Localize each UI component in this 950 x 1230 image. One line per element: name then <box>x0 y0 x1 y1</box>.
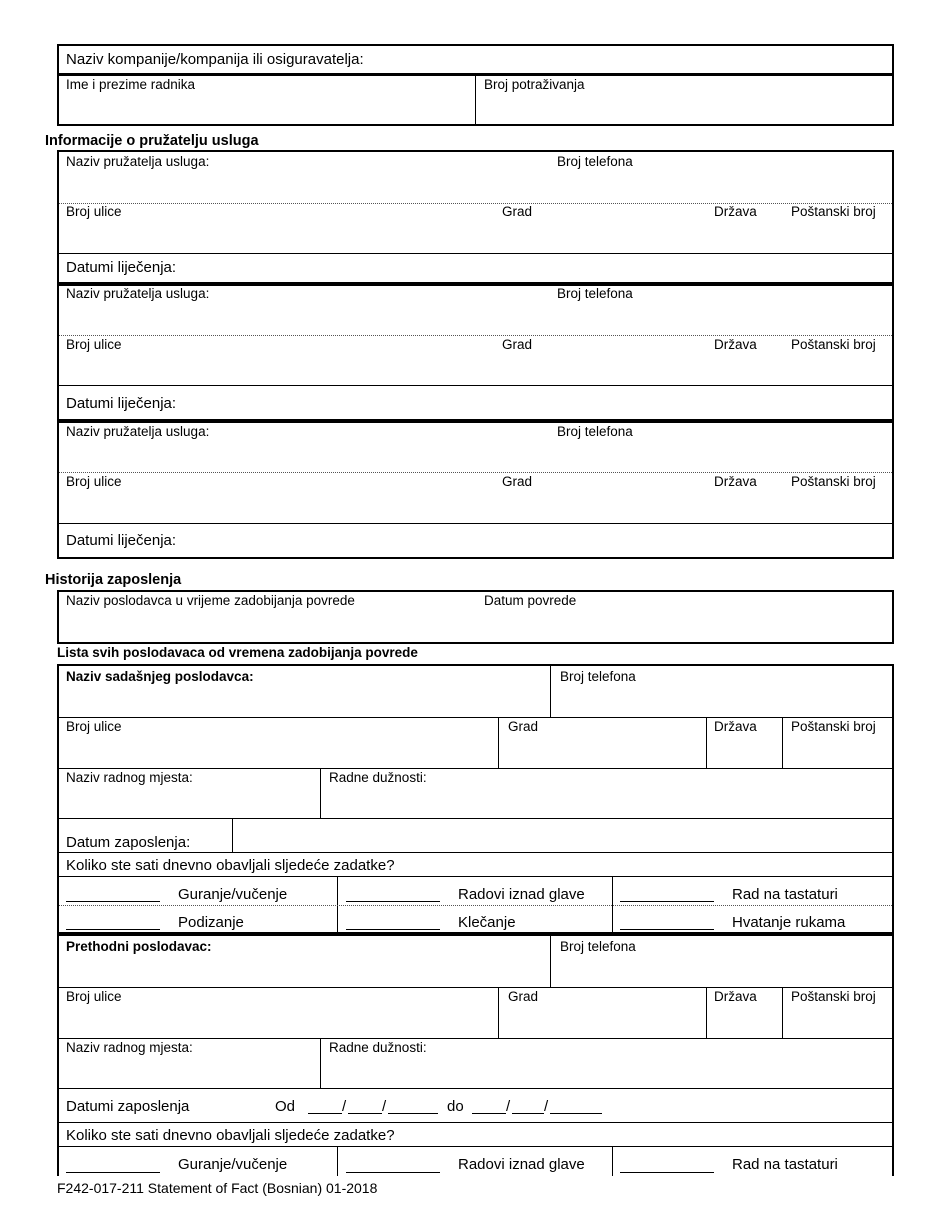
hours-blank[interactable] <box>620 1159 714 1173</box>
provider-divider <box>59 253 892 254</box>
provider-city-field[interactable]: Grad <box>502 204 533 219</box>
provider-state-field[interactable]: Država <box>714 204 757 219</box>
from-label: Od <box>275 1098 296 1115</box>
row-divider <box>59 818 892 819</box>
hours-blank[interactable] <box>346 888 440 902</box>
provider-state-field[interactable]: Država <box>714 337 757 352</box>
column-divider <box>320 768 321 819</box>
provider-name-field[interactable]: Naziv pružatelja usluga: <box>66 286 210 301</box>
provider-separator <box>57 419 894 423</box>
from-month-blank[interactable] <box>308 1100 342 1114</box>
from-day-blank[interactable] <box>348 1100 382 1114</box>
employers-list-title: Lista svih poslodavaca od vremena zadobijanja povrede <box>57 645 418 660</box>
task-label: Guranje/vučenje <box>178 886 288 903</box>
column-divider <box>232 818 233 853</box>
from-year-blank[interactable] <box>388 1100 438 1114</box>
claim-number-field[interactable]: Broj potraživanja <box>484 77 585 92</box>
provider-zip-field[interactable]: Poštanski broj <box>791 474 876 489</box>
current-phone-field[interactable]: Broj telefona <box>560 669 636 684</box>
column-divider <box>550 666 551 718</box>
column-divider <box>782 987 783 1038</box>
task-label: Podizanje <box>178 914 244 931</box>
previous-employment-dates-label: Datumi zaposlenja <box>66 1098 190 1115</box>
provider-street-field[interactable]: Broj ulice <box>66 337 122 352</box>
row-divider <box>59 987 892 988</box>
row-divider <box>59 1146 892 1147</box>
provider-divider <box>59 385 892 386</box>
treatment-dates-field[interactable]: Datumi liječenja: <box>66 532 177 549</box>
task-label: Radovi iznad glave <box>458 886 585 903</box>
provider-street-field[interactable]: Broj ulice <box>66 204 122 219</box>
task-label: Klečanje <box>458 914 516 931</box>
current-zip-field[interactable]: Poštanski broj <box>791 719 876 734</box>
previous-zip-field[interactable]: Poštanski broj <box>791 989 876 1004</box>
provider-name-field[interactable]: Naziv pružatelja usluga: <box>66 154 210 169</box>
employer-separator <box>57 932 894 936</box>
provider-zip-field[interactable]: Poštanski broj <box>791 204 876 219</box>
injury-date-field[interactable]: Datum povrede <box>484 593 577 608</box>
previous-employer-field[interactable]: Prethodni poslodavac: <box>66 939 212 954</box>
to-label: do <box>447 1098 464 1115</box>
treatment-dates-field[interactable]: Datumi liječenja: <box>66 395 177 412</box>
provider-divider <box>59 523 892 524</box>
providers-box <box>57 150 894 559</box>
task-label: Hvatanje rukama <box>732 914 846 931</box>
injury-employer-field[interactable]: Naziv poslodavca u vrijeme zadobijanja povrede <box>66 593 355 608</box>
provider-zip-field[interactable]: Poštanski broj <box>791 337 876 352</box>
provider-divider <box>59 472 892 473</box>
row-divider <box>59 852 892 853</box>
hours-blank[interactable] <box>620 888 714 902</box>
previous-hours-question: Koliko ste sati dnevno obavljali sljedeće zadatke? <box>66 1127 395 1144</box>
column-divider <box>320 1038 321 1089</box>
current-duties-field[interactable]: Radne dužnosti: <box>329 770 427 785</box>
previous-state-field[interactable]: Država <box>714 989 757 1004</box>
column-divider <box>782 717 783 768</box>
to-year-blank[interactable] <box>550 1100 602 1114</box>
hours-blank[interactable] <box>66 888 160 902</box>
column-divider <box>706 717 707 768</box>
task-label: Rad na tastaturi <box>732 886 838 903</box>
hours-blank[interactable] <box>620 916 714 930</box>
employment-section-title: Historija zaposlenja <box>45 572 182 588</box>
provider-phone-field[interactable]: Broj telefona <box>557 154 633 169</box>
current-employer-field[interactable]: Naziv sadašnjeg poslodavca: <box>66 669 254 684</box>
company-label: Naziv kompanije/kompanija ili osiguravatelja: <box>66 51 364 68</box>
previous-phone-field[interactable]: Broj telefona <box>560 939 636 954</box>
task-label: Rad na tastaturi <box>732 1156 838 1173</box>
provider-city-field[interactable]: Grad <box>502 474 533 489</box>
column-divider <box>337 1146 338 1176</box>
column-divider <box>498 987 499 1038</box>
treatment-dates-field[interactable]: Datumi liječenja: <box>66 259 177 276</box>
date-slash: / <box>342 1098 347 1115</box>
row-divider <box>59 905 892 906</box>
providers-section-title: Informacije o pružatelju usluga <box>45 133 259 149</box>
provider-state-field[interactable]: Država <box>714 474 757 489</box>
row-divider <box>59 1038 892 1039</box>
header-vertical-divider <box>475 75 476 126</box>
provider-phone-field[interactable]: Broj telefona <box>557 286 633 301</box>
previous-street-field[interactable]: Broj ulice <box>66 989 122 1004</box>
column-divider <box>706 987 707 1038</box>
provider-phone-field[interactable]: Broj telefona <box>557 424 633 439</box>
row-divider <box>59 768 892 769</box>
row-divider <box>59 717 892 718</box>
provider-divider <box>59 203 892 204</box>
date-slash: / <box>544 1098 549 1115</box>
column-divider <box>612 1146 613 1176</box>
task-label: Radovi iznad glave <box>458 1156 585 1173</box>
column-divider <box>498 717 499 768</box>
hours-blank[interactable] <box>346 916 440 930</box>
hours-blank[interactable] <box>66 1159 160 1173</box>
hours-blank[interactable] <box>66 916 160 930</box>
provider-divider <box>59 335 892 336</box>
provider-name-field[interactable]: Naziv pružatelja usluga: <box>66 424 210 439</box>
to-month-blank[interactable] <box>472 1100 506 1114</box>
provider-city-field[interactable]: Grad <box>502 337 533 352</box>
date-slash: / <box>382 1098 387 1115</box>
row-divider <box>59 876 892 877</box>
row-divider <box>59 1122 892 1123</box>
to-day-blank[interactable] <box>512 1100 544 1114</box>
previous-job-title-field[interactable]: Naziv radnog mjesta: <box>66 1040 193 1055</box>
row-divider <box>59 1088 892 1089</box>
current-hours-question: Koliko ste sati dnevno obavljali sljedeće zadatke? <box>66 857 395 874</box>
column-divider <box>550 936 551 988</box>
current-state-field[interactable]: Država <box>714 719 757 734</box>
current-street-field[interactable]: Broj ulice <box>66 719 122 734</box>
provider-street-field[interactable]: Broj ulice <box>66 474 122 489</box>
form-id-footer: F242-017-211 Statement of Fact (Bosnian) 01-2018 <box>57 1180 378 1196</box>
hours-blank[interactable] <box>346 1159 440 1173</box>
date-slash: / <box>506 1098 511 1115</box>
previous-city-field[interactable]: Grad <box>508 989 539 1004</box>
current-job-title-field[interactable]: Naziv radnog mjesta: <box>66 770 193 785</box>
worker-name-field[interactable]: Ime i prezime radnika <box>66 77 196 92</box>
current-city-field[interactable]: Grad <box>508 719 539 734</box>
current-employment-date-field[interactable]: Datum zaposlenja: <box>66 834 191 851</box>
task-label: Guranje/vučenje <box>178 1156 288 1173</box>
previous-duties-field[interactable]: Radne dužnosti: <box>329 1040 427 1055</box>
